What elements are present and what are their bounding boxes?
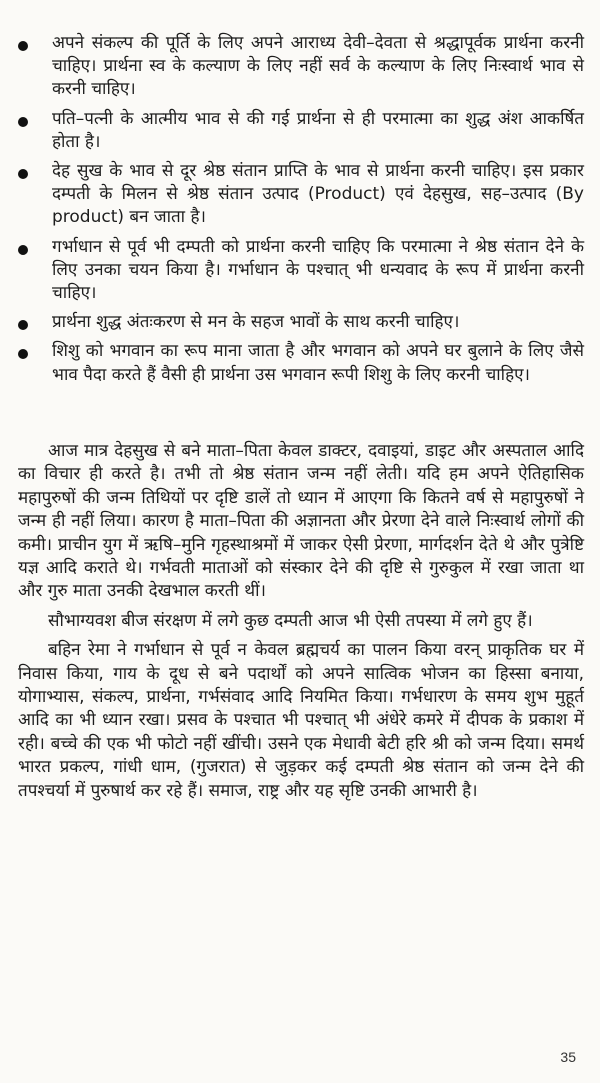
bullet-text: देह सुख के भाव से दूर श्रेष्ठ संतान प्राप्ति के भाव से प्रार्थना करनी चाहिए। इस प्रकार दम्पती के मिलन से श्रेष्ठ संतान उत्पाद (Product) एवं देहसुख, सह–उत्पाद (By product) बन जाता है। xyxy=(52,161,584,228)
paragraph: बहिन रेमा ने गर्भाधान से पूर्व न केवल ब्रह्मचर्य का पालन किया वरन् प्राकृतिक घर में निवास किया, गाय के दूध से बने पदार्थों को अपने सात्विक भोजन का हिस्सा बनाया, योगाभ्यास, संकल्प, प्रार्थना, गर्भसंवाद आदि नियमित किया। गर्भधारण के समय शुभ मुहूर्त आदि का भी ध्यान रखा। प्रसव के पश्चात भी पश्चात् भी अंधेरे कमरे में दीपक के प्रकाश में रही। बच्चे की एक भी फोटो नहीं खींची। उसने एक मेधावी बेटी हरि श्री को जन्म दिया। समर्थ भारत प्रकल्प, गांधी धाम, (गुजरात) से जुड़कर कई दम्पती श्रेष्ठ संतान को जन्म देने की तपश्चर्या में पुरुषार्थ कर रहे हैं। समाज, राष्ट्र और यह सृष्टि उनकी आभारी है। xyxy=(18,640,584,801)
bullet-icon xyxy=(18,169,28,179)
bullet-item xyxy=(18,160,584,230)
bullet-icon xyxy=(18,320,28,330)
body-text xyxy=(18,440,584,809)
paragraph: आज मात्र देहसुख से बने माता–पिता केवल डाक्टर, दवाइयां, डाइट और अस्पताल आदि का विचार ही करते है। तभी तो श्रेष्ठ संतान जन्म नहीं लेती। यदि हम अपने ऐतिहासिक महापुरुषों की जन्म तिथियों पर दृष्टि डालें तो ध्यान में आएगा कि कितने वर्ष से महापुरुषों ने जन्म ही नहीं लिया। कारण है माता–पिता की अज्ञानता और प्रेरणा देने वाले निःस्वार्थ लोगों की कमी। प्राचीन युग में ऋषि–मुनि गृहस्थाश्रमों में जाकर ऐसी प्रेरणा, मार्गदर्शन देते थे और पुत्रेष्टि यज्ञ आदि कराते थे। गर्भवती माताओं को संस्कार देने की दृष्टि से गुरुकुल में रखा जाता था और गुरु माता उनकी देखभाल करती थीं। xyxy=(18,441,584,602)
bullet-text: पति–पत्नी के आत्मीय भाव से की गई प्रार्थना से ही परमात्मा का शुद्ध अंश आकर्षित होता है। xyxy=(52,108,584,152)
bullet-icon xyxy=(18,117,28,127)
bullet-text: अपने संकल्प की पूर्ति के लिए अपने आराध्य देवी–देवता से श्रद्धापूर्वक प्रार्थना करनी चाहिए। प्रार्थना स्व के कल्याण के लिए नहीं सर्व के कल्याण के लिए निःस्वार्थ भाव से करनी चाहिए। xyxy=(52,33,584,100)
bullet-text: प्रार्थना शुद्ध अंतःकरण से मन के सहज भावों के साथ करनी चाहिए। xyxy=(52,312,460,333)
bullet-item xyxy=(18,340,584,386)
bullet-list xyxy=(18,32,584,393)
page-number: 35 xyxy=(560,1049,576,1065)
bullet-icon xyxy=(18,41,28,51)
bullet-item xyxy=(18,108,584,154)
bullet-icon xyxy=(18,349,28,359)
bullet-icon xyxy=(18,245,28,255)
bullet-item xyxy=(18,32,584,102)
paragraph: सौभाग्यवश बीज संरक्षण में लगे कुछ दम्पती आज भी ऐसी तपस्या में लगे हुए हैं। xyxy=(48,610,533,631)
bullet-item xyxy=(18,311,584,334)
bullet-text: शिशु को भगवान का रूप माना जाता है और भगवान को अपने घर बुलाने के लिए जैसे भाव पैदा करते हैं वैसी ही प्रार्थना उस भगवान रूपी शिशु के लिए करनी चाहिए। xyxy=(52,341,584,385)
bullet-text: गर्भाधान से पूर्व भी दम्पती को प्रार्थना करनी चाहिए कि परमात्मा ने श्रेष्ठ संतान देने के लिए उनका चयन किया है। गर्भाधान के पश्चात् भी धन्यवाद के रूप में प्रार्थना करनी चाहिए। xyxy=(52,236,584,304)
bullet-item xyxy=(18,236,584,306)
